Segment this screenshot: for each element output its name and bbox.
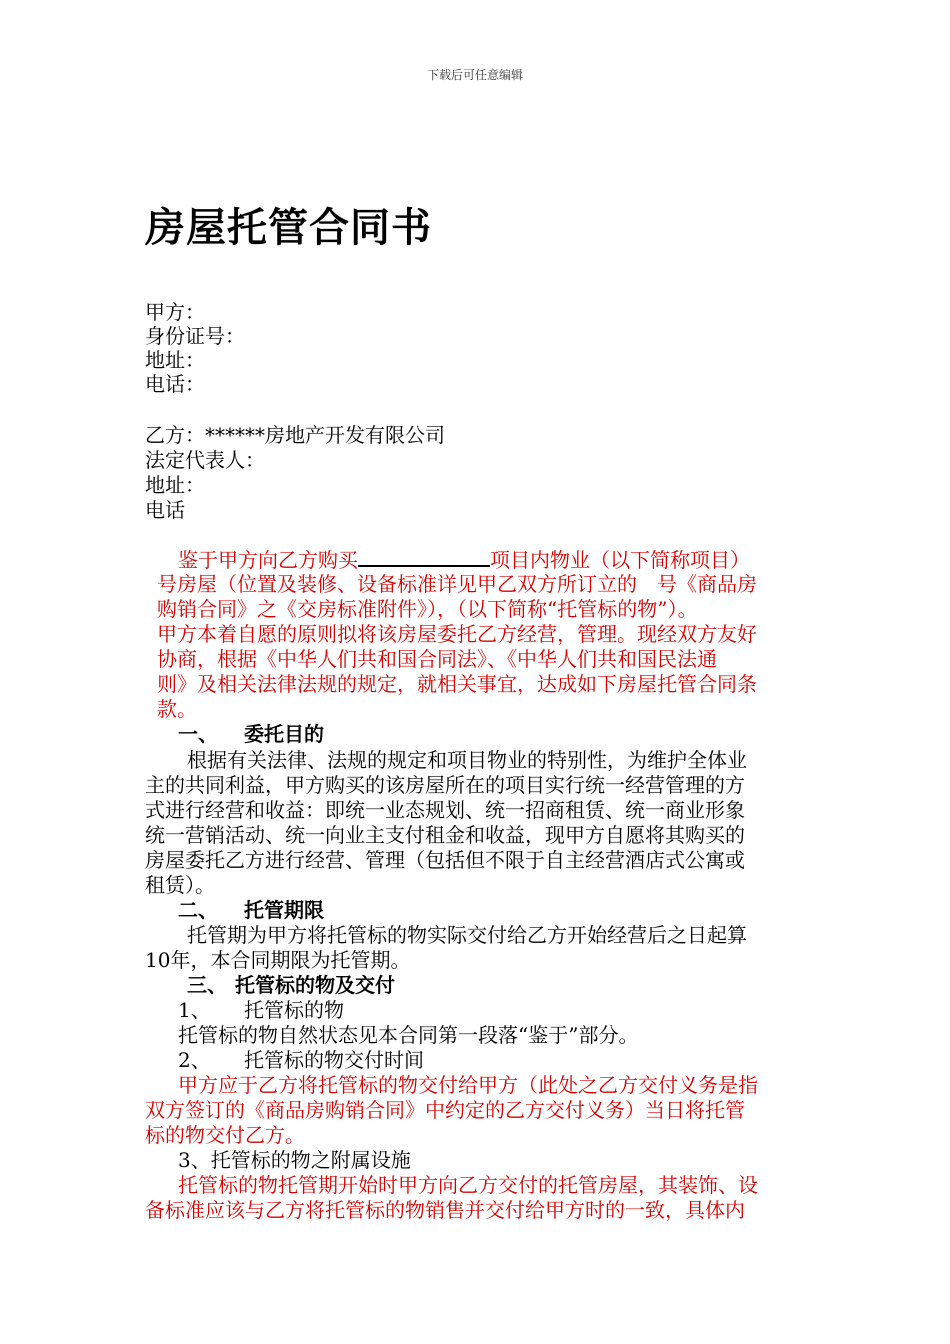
party-a-address-label: 地址： (145, 348, 205, 372)
document-title: 房屋托管合同书 (145, 204, 432, 251)
preamble-line-1a: 鉴于甲方向乙方购买 (178, 548, 358, 572)
preamble-line-1 (178, 547, 750, 573)
section-1-line-1: 根据有关法律、法规的规定和项目物业的特别性，为维护全体业 (187, 748, 747, 772)
item-3-line-2: 备标准应该与乙方将托管标的物销售并交付给甲方时的一致，具体内 (145, 1198, 745, 1222)
party-b-representative-label: 法定代表人： (145, 448, 265, 472)
page-header: 下载后可任意编辑 (426, 68, 523, 82)
section-2-number: 二、 (178, 898, 218, 922)
item-2-title: 托管标的物交付时间 (244, 1048, 424, 1072)
section-1-number: 一、 (178, 722, 218, 746)
item-1-number: 1、 (178, 998, 211, 1022)
item-1-title: 托管标的物 (244, 998, 344, 1022)
item-2-number: 2、 (178, 1048, 211, 1072)
section-1-line-6: 租赁）。 (145, 873, 215, 897)
section-1-line-5: 房屋委托乙方进行经营、管理（包括但不限于自主经营酒店式公寓或 (145, 848, 745, 872)
item-3-line-1: 托管标的物托管期开始时甲方向乙方交付的托管房屋，其装饰、设 (178, 1173, 758, 1197)
section-2-line-1: 托管期为甲方将托管标的物实际交付给乙方开始经营后之日起算 (187, 923, 747, 947)
party-a-phone-label: 电话： (145, 372, 205, 396)
section-2-heading: 托管期限 (244, 898, 324, 922)
party-b-label: 乙方：******房地产开发有限公司 (145, 423, 445, 447)
item-2-line-3: 标的物交付乙方。 (145, 1123, 305, 1147)
section-3-heading: 托管标的物及交付 (235, 973, 395, 997)
party-a-label: 甲方： (145, 300, 205, 324)
preamble-line-7: 款。 (157, 697, 197, 721)
section-3-number: 三、 (187, 973, 227, 997)
section-1-line-3: 式进行经营和收益：即统一业态规划、统一招商租赁、统一商业形象 (145, 798, 745, 822)
section-1-heading: 委托目的 (244, 722, 324, 746)
section-1-line-2: 主的共同利益，甲方购买的该房屋所在的项目实行统一经营管理的方 (145, 773, 745, 797)
section-1-line-4: 统一营销活动、统一向业主支付租金和收益，现甲方自愿将其购买的 (145, 823, 745, 847)
item-1-text: 托管标的物自然状态见本合同第一段落“鉴于”部分。 (178, 1023, 639, 1047)
preamble-line-5: 协商，根据《中华人们共和国合同法》、《中华人们共和国民法通 (157, 647, 717, 671)
preamble-line-2: 号房屋（位置及装修、设备标准详见甲乙双方所订立的 号《商品房 (157, 572, 757, 596)
party-a-id-label: 身份证号： (145, 324, 245, 348)
party-b-phone-label: 电话 (145, 498, 185, 522)
item-3-title: 3、托管标的物之附属设施 (178, 1148, 411, 1172)
preamble-line-3: 购销合同》之《交房标准附件》），（以下简称“托管标的物”）。 (157, 597, 698, 621)
item-2-line-2: 双方签订的《商品房购销合同》中约定的乙方交付义务）当日将托管 (145, 1098, 745, 1122)
preamble-line-1b: 项目内物业（以下简称项目） (490, 548, 750, 572)
project-name-blank (358, 547, 490, 567)
preamble-line-4: 甲方本着自愿的原则拟将该房屋委托乙方经营，管理。现经双方友好 (157, 622, 757, 646)
preamble-line-6: 则》及相关法律法规的规定，就相关事宜，达成如下房屋托管合同条 (157, 672, 757, 696)
section-2-line-2: 10年，本合同期限为托管期。 (145, 948, 411, 972)
item-2-line-1: 甲方应于乙方将托管标的物交付给甲方（此处之乙方交付义务是指 (178, 1073, 758, 1097)
party-b-address-label: 地址： (145, 473, 205, 497)
